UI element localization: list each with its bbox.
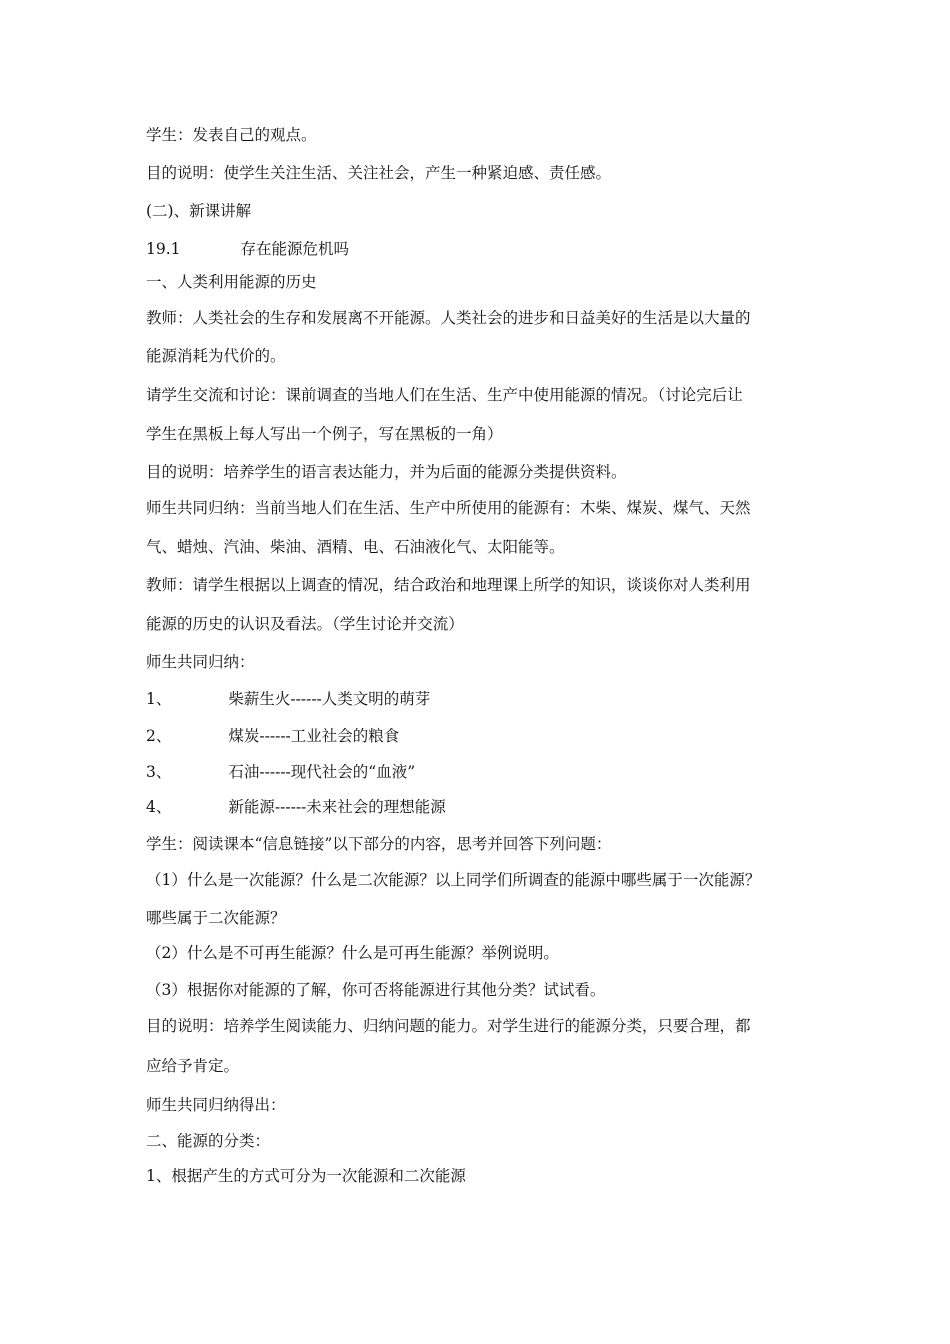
list-text: 煤炭------工业社会的粮食 xyxy=(228,727,400,745)
section-heading xyxy=(146,239,349,259)
list-number: 1、 xyxy=(146,690,172,708)
paragraph: 1、根据产生的方式可分为一次能源和二次能源 xyxy=(146,1167,466,1185)
heading: 二、能源的分类： xyxy=(146,1132,271,1150)
paragraph: 能源的历史的认识及看法。（学生讨论并交流） xyxy=(146,615,464,633)
list-text: 柴薪生火------人类文明的萌芽 xyxy=(228,690,431,708)
paragraph: 气、蜡烛、汽油、柴油、酒精、电、石油液化气、太阳能等。 xyxy=(146,538,565,556)
list-text: 石油------现代社会的“血液” xyxy=(228,763,416,781)
paragraph: 学生：阅读课本“信息链接”以下部分的内容，思考并回答下列问题： xyxy=(146,835,612,853)
paragraph: 能源消耗为代价的。 xyxy=(146,347,286,365)
paragraph: 教师：请学生根据以上调查的情况，结合政治和地理课上所学的知识，谈谈你对人类利用 xyxy=(146,576,751,594)
paragraph: 学生在黑板上每人写出一个例子，写在黑板的一角） xyxy=(146,425,503,443)
paragraph: 目的说明：培养学生的语言表达能力，并为后面的能源分类提供资料。 xyxy=(146,463,627,481)
list-item xyxy=(146,762,415,782)
paragraph: 师生共同归纳： xyxy=(146,653,255,671)
list-number: 2、 xyxy=(146,727,172,745)
paragraph: 师生共同归纳：当前当地人们在生活、生产中所使用的能源有：木柴、煤炭、煤气、天然 xyxy=(146,499,751,517)
list-item xyxy=(146,689,430,709)
paragraph: 目的说明：使学生关注生活、关注社会，产生一种紧迫感、责任感。 xyxy=(146,164,612,182)
list-number: 4、 xyxy=(146,798,172,816)
paragraph: 目的说明：培养学生阅读能力、归纳问题的能力。对学生进行的能源分类，只要合理，都 xyxy=(146,1017,751,1035)
paragraph: （2）什么是不可再生能源？什么是可再生能源？举例说明。 xyxy=(146,944,559,962)
paragraph: 师生共同归纳得出： xyxy=(146,1096,286,1114)
list-text: 新能源------未来社会的理想能源 xyxy=(228,798,446,816)
paragraph: （1）什么是一次能源？什么是二次能源？以上同学们所调查的能源中哪些属于一次能源？ xyxy=(146,871,761,889)
section-title: 存在能源危机吗 xyxy=(240,240,350,258)
heading: 一、人类利用能源的历史 xyxy=(146,273,317,291)
paragraph: 请学生交流和讨论：课前调查的当地人们在生活、生产中使用能源的情况。（讨论完后让 xyxy=(146,386,743,404)
list-item xyxy=(146,797,446,817)
paragraph: （3）根据你对能源的了解，你可否将能源进行其他分类？试试看。 xyxy=(146,981,606,999)
paragraph: 学生：发表自己的观点。 xyxy=(146,126,317,144)
paragraph: 教师：人类社会的生存和发展离不开能源。人类社会的进步和日益美好的生活是以大量的 xyxy=(146,309,751,327)
section-number: 19.1 xyxy=(146,240,181,258)
subheading: (二)、新课讲解 xyxy=(146,202,252,220)
paragraph: 哪些属于二次能源？ xyxy=(146,909,286,927)
list-item xyxy=(146,726,399,746)
paragraph: 应给予肯定。 xyxy=(146,1057,240,1075)
list-number: 3、 xyxy=(146,763,172,781)
